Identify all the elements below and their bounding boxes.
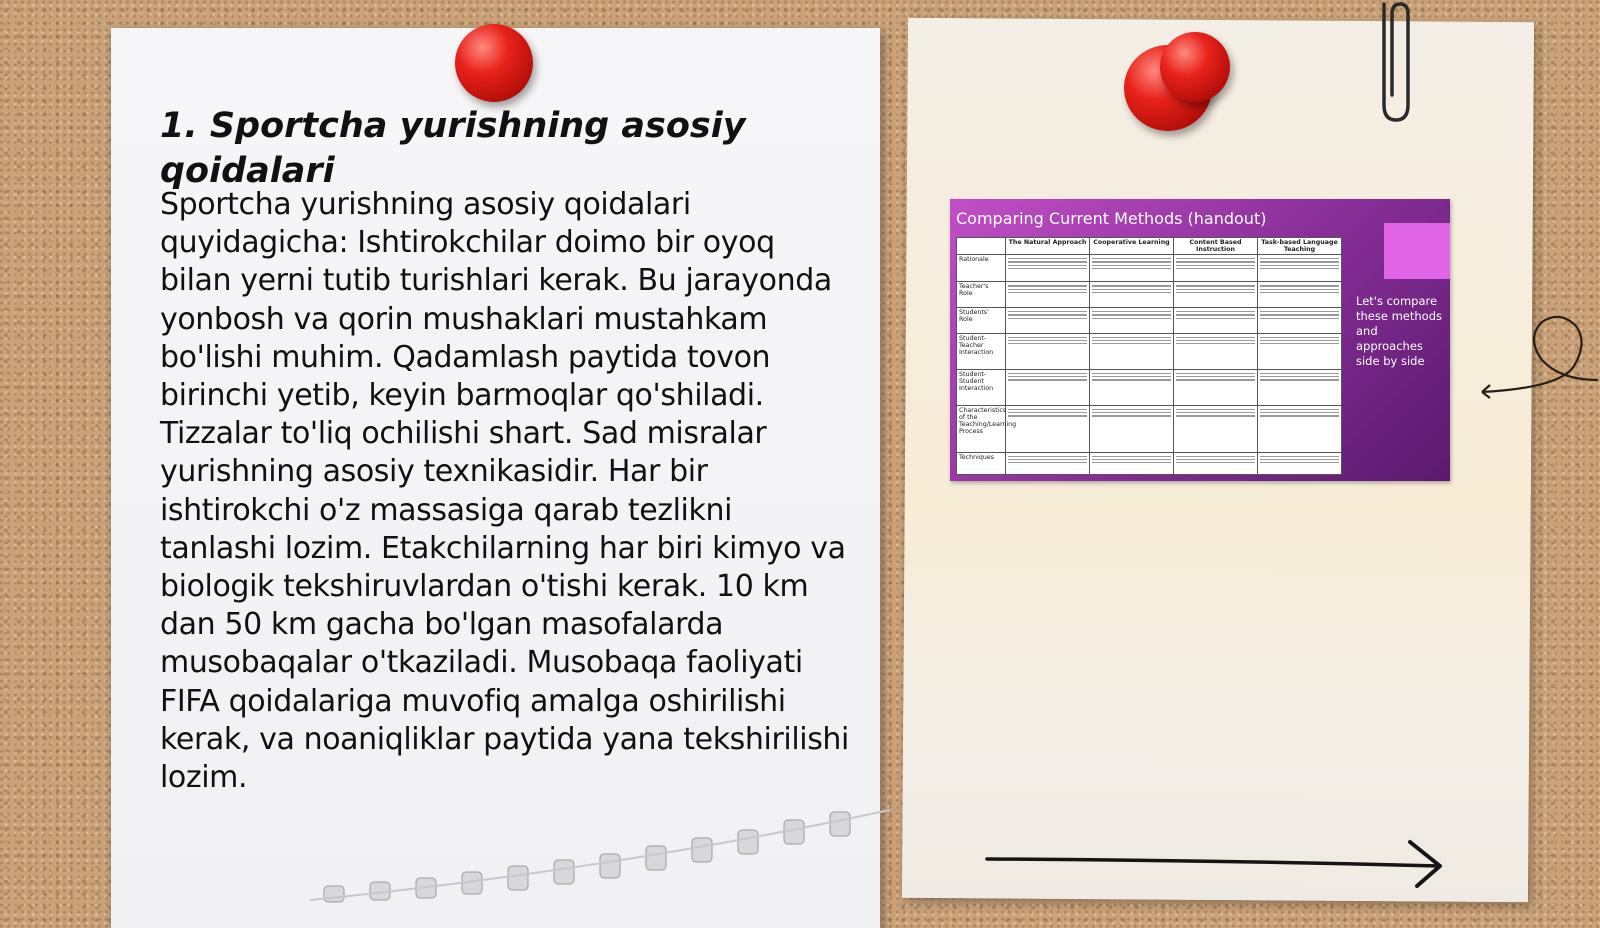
row-header: Student-Teacher Interaction [957,333,1006,369]
page-title: 1. Sportcha yurishning asosiy qoidalari [160,106,746,191]
table-row [957,282,1342,308]
curly-arrow-icon [1480,310,1600,410]
paperclip-icon [1370,0,1420,125]
row-header: Rationale [957,255,1006,282]
red-pushpin-left [455,24,533,102]
table-header-cell: Task-based Language Teaching [1258,238,1342,255]
table-row [957,452,1342,474]
table-row [957,307,1342,333]
table-row [957,333,1342,369]
handout-title: Comparing Current Methods (handout) [956,209,1267,228]
table-header-cell: Content Based Instruction [1174,238,1258,255]
red-pushpin-right-front [1160,32,1230,102]
handout-image [950,199,1450,481]
handout-accent-block [1384,223,1450,279]
row-header: Techniques [957,452,1006,474]
table-row [957,369,1342,405]
table-header-cell [957,238,1006,255]
table-header-cell: Cooperative Learning [1090,238,1174,255]
spiral-binding-holes [310,800,890,900]
row-header: Characteristics of the Teaching/Learning Process [957,405,1006,452]
right-arrow-icon [985,838,1445,888]
handout-note: Let's compare these methods and approaches side by side [1356,294,1442,368]
row-header: Teacher's Role [957,282,1006,308]
table-header-cell: The Natural Approach [1006,238,1090,255]
table-row [957,405,1342,452]
table-row [957,255,1342,282]
row-header: Students' Role [957,307,1006,333]
body-paragraph: Sportcha yurishning asosiy qoidalari quyidagicha: Ishtirokchilar doimo bir oyoq bilan yerni tutib turishlari kerak. Bu jarayonda yonbosh va qorin mushaklari mustahkam bo'lishi muhim. Qadamlash paytida tovon birinchi yetib, keyin barmoqlar qo'shiladi. Tizzalar to'liq ochilishi shart. Sad misralar yurishning asosiy texnikasidir. Har bir ishtirokchi o'z massasiga qarab tezlikni tanlashi lozim. Etakchilarning har biri kimyo va biologik tekshiruvlardan o'tishi kerak. 10 km dan 50 km gacha bo'lgan masofalarda musobaqalar o'tkaziladi. Musobaqa faoliyati FIFA qoidalariga muvofiq amalga oshirilishi kerak, va noaniqliklar paytida yana tekshirilishi lozim. [160,187,849,796]
row-header: Student-Student Interaction [957,369,1006,405]
comparison-table [956,237,1342,475]
